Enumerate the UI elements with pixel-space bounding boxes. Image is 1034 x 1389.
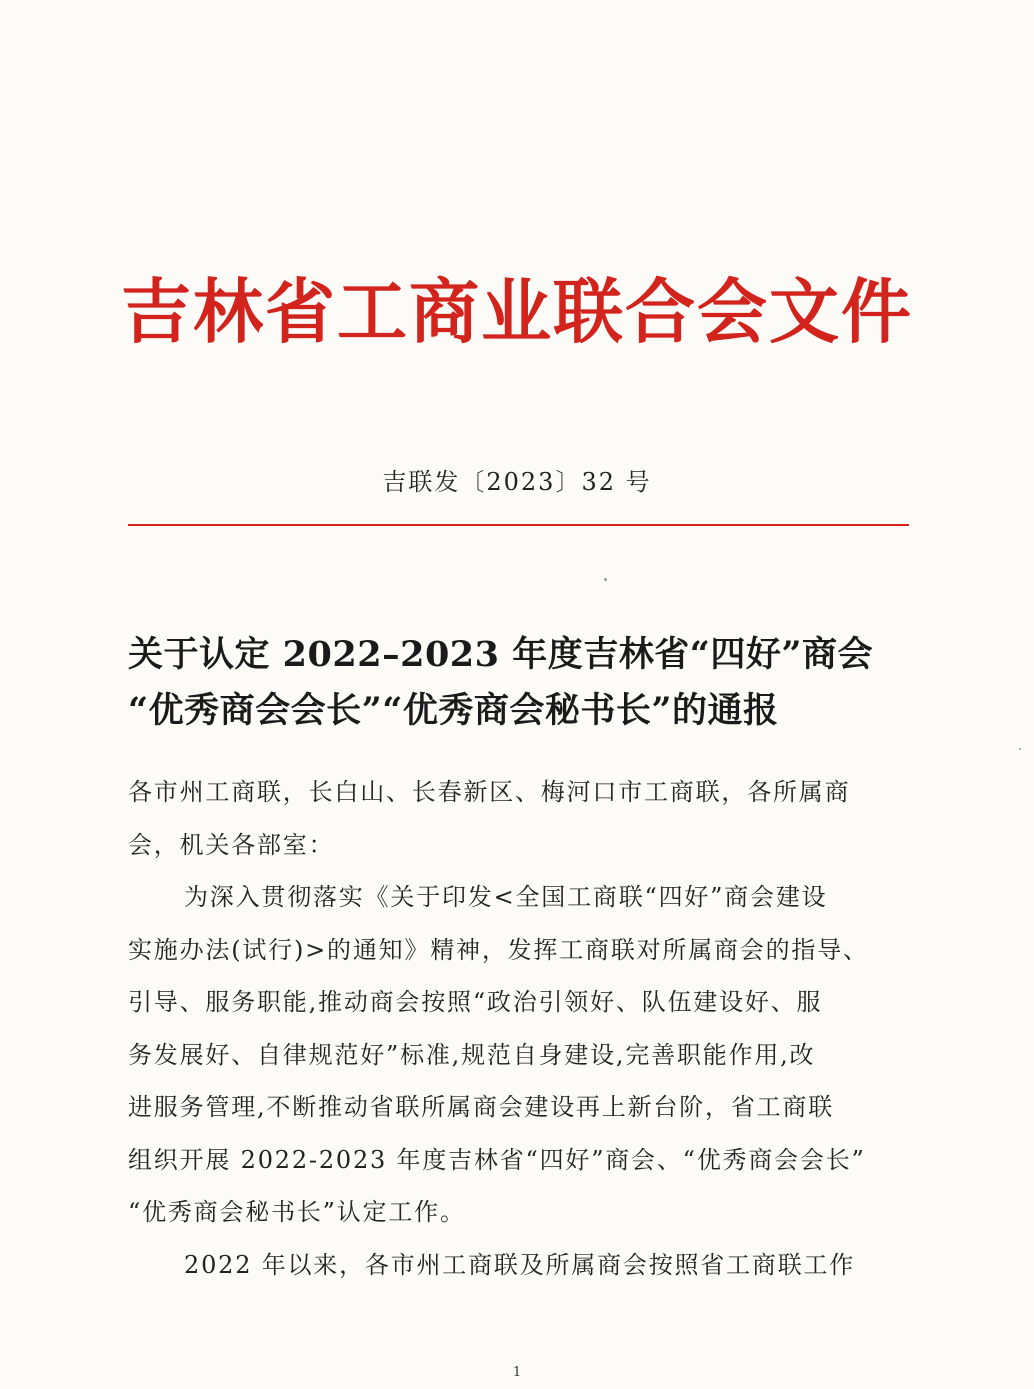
- body-line-paragraph-1-start: 为深入贯彻落实《关于印发<全国工商联“四好”商会建设: [184, 883, 828, 911]
- document-header-title: 吉林省工商业联合会文件: [121, 271, 913, 353]
- body-line-addressee-1: 各市州工商联，长白山、长春新区、梅河口市工商联，各所属商: [128, 778, 851, 806]
- notice-title: [128, 627, 909, 739]
- body-line: 进服务管理,不断推动省联所属商会建设再上新台阶，省工商联: [128, 1093, 835, 1121]
- body-line: 实施办法(试行)>的通知》精神，发挥工商联对所属商会的指导、: [128, 935, 869, 964]
- body-line: 引导、服务职能,推动商会按照“政治引领好、队伍建设好、服: [128, 988, 823, 1016]
- body-line: 务发展好、自律规范好”标准,规范自身建设,完善职能作用,改: [128, 1040, 816, 1069]
- body-line: “优秀商会秘书长”认定工作。: [128, 1198, 466, 1226]
- body-line: 组织开展 2022-2023 年度吉林省“四好”商会、“优秀商会会长”: [128, 1145, 866, 1174]
- body-line-addressee-2: 会，机关各部室：: [128, 830, 335, 859]
- notice-title-line-2: “优秀商会会长”“优秀商会秘书长”的通报: [128, 690, 779, 731]
- scan-speck: [604, 578, 607, 581]
- notice-title-line-1: 关于认定 2022–2023 年度吉林省“四好”商会: [128, 634, 873, 675]
- document-number: 吉联发〔2023〕32 号: [382, 468, 652, 496]
- red-divider-line: [128, 524, 909, 526]
- body-line-paragraph-2-start: 2022 年以来，各市州工商联及所属商会按照省工商联工作: [184, 1250, 856, 1279]
- notice-body: [128, 766, 909, 1291]
- scan-speck: [1019, 748, 1021, 750]
- page-number: 1: [512, 1365, 522, 1380]
